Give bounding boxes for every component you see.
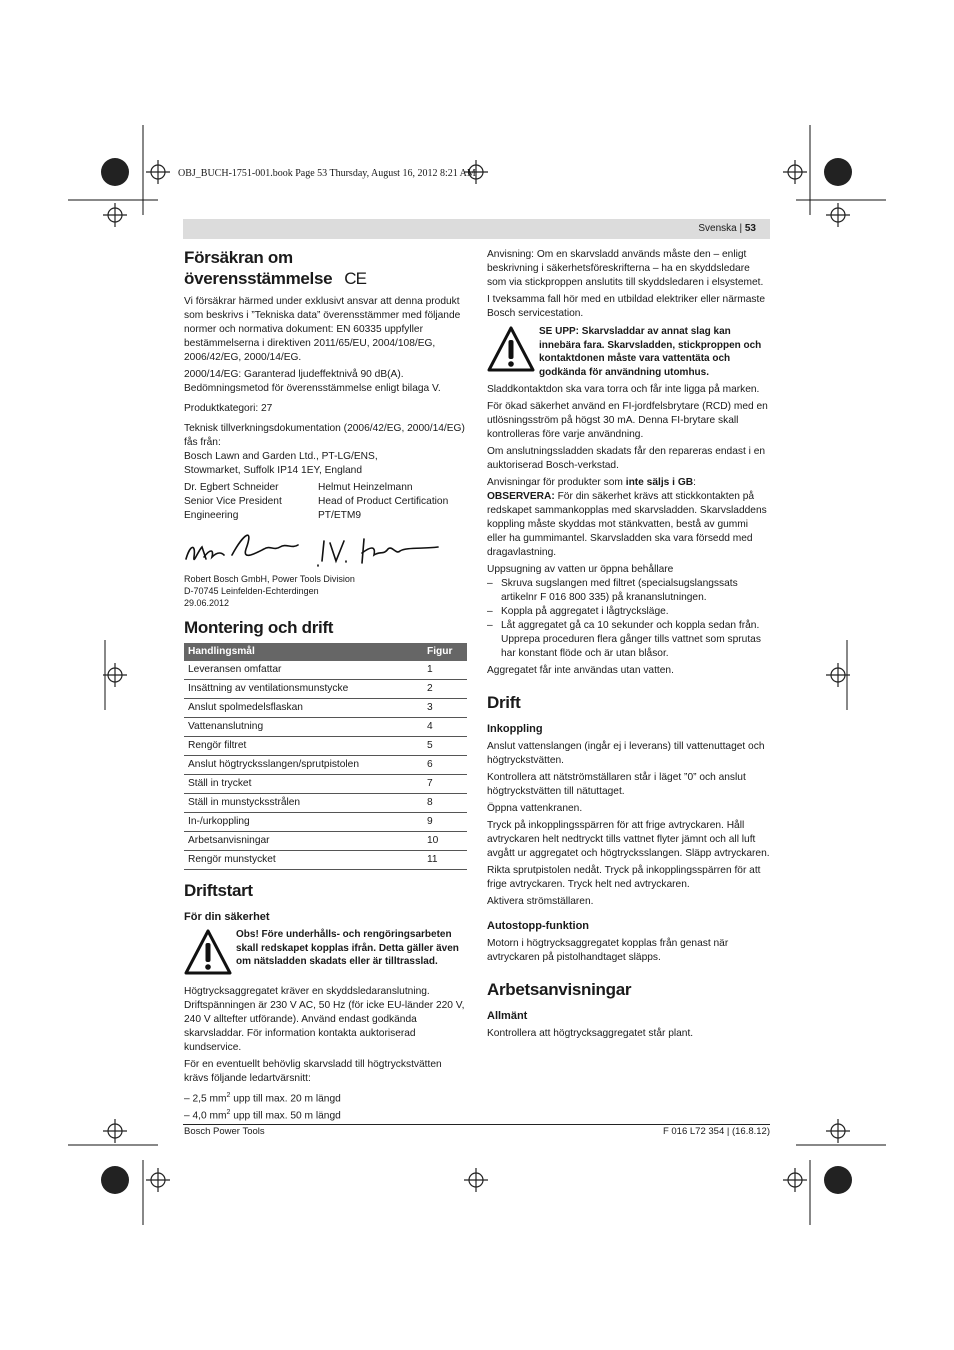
right-column [487,248,770,1044]
extension-text: För en eventuellt behövlig skarvsladd till högtryckstvätten krävs följande ledartvärsnitt: [184,1059,442,1084]
warning-text-2: SE UPP: Skarvsladdar av annat slag kan innebära fara. Skarvsladden, stickproppen och kontaktdonen måste vara vattentäta och godkända för användning utomhus. [539,326,762,378]
inkoppling-step-2: Kontrollera att nätströmställaren står i läget ”0” och anslut högtryckstvätten till nätuttaget. [487,772,746,798]
left-column [184,247,467,1124]
declaration-title: Försäkran om överensstämmelse CE [184,248,366,288]
warning-triangle-icon [487,325,535,373]
signer-1: Dr. Egbert Schneider Senior Vice President Engineering [184,482,282,521]
extension-spec-2: – 4,0 $mm^2$ upp till max. 50 m längd [184,1109,341,1122]
table-row: Insättning av ventilationsmunstycke 2 [184,680,467,699]
table-row: In-/urkoppling 9 [184,813,467,832]
footer-left: Bosch Power Tools [184,1126,265,1137]
safety-subtitle: För din säkerhet [184,911,270,923]
driftstart-title: Driftstart [184,881,253,900]
ground-text: Högtrycksaggregatet kräver en skyddsledaranslutning. Driftspänningen är 230 V AC, 50 Hz (för icke EU-länder 220 V, 240 V alltefter utförande). Använd endast godkända skarvsladdar. För information kontakta auktoriserad kundservice. [184,986,465,1053]
warning-block-1 [184,928,467,981]
table-header: Handlingsmål Figur [184,643,467,661]
tech-doc-text: Teknisk tillverkningsdokumentation (2006/42/EG, 2000/14/EG) fås från: [184,423,465,448]
file-meta: OBJ_BUCH-1751-001.book Page 53 Thursday, August 16, 2012 8:21 AM [178,168,476,179]
inkoppling-step-3: Öppna vattenkranen. [487,803,583,815]
montering-title: Montering och drift [184,618,334,637]
table-row: Anslut spolmedelsflaskan 3 [184,699,467,718]
signatures-image [184,525,467,573]
inkoppling-step-1: Anslut vattenslangen (ingår ej i leverans) till vattenuttaget och högtryckstvätten. [487,741,765,767]
table-row: Leveransen omfattar 1 [184,661,467,680]
footer-right: F 016 L72 354 | (16.8.12) [662,1126,770,1137]
observera-note: OBSERVERA: För din säkerhet krävs att stickkontakten på redskapet sammankopplas med skarvsladden. Skarvsladdens koppling måste skyddas mot stänkvatten, bestå av gummi eller ha gummimantel. Skarvsladden ska vara försedd med dragavlastning. [487,491,767,559]
water-note: Aggregatet får inte användas utan vatten. [487,665,674,677]
drift-title: Drift [487,693,521,713]
warning-block-2 [487,325,770,379]
allmant-text: Kontrollera att högtrycksaggregatet står plant. [487,1028,694,1040]
table-row: Ställ in munstycksstrålen 8 [184,794,467,813]
cable-repair-note: Om anslutningssladden skadats får den repareras endast i en auktoriserad Bosch-verkstad. [487,446,766,472]
suction-steps [487,577,770,661]
table-row: Rengör filtret 5 [184,737,467,756]
inkoppling-step-4: Tryck på inkopplingsspärren för att frige avtryckaren. Håll avtryckaren helt nedtryckt tills vattnet flyter jämnt och all luft avgått ur aggregatet och högtrycksslangen. Släpp avtryckaren. [487,820,770,860]
connector-note: Sladdkontaktdon ska vara torra och får inte ligga på marken. [487,384,760,396]
signer-2: Helmut Heinzelmann Head of Product Certification PT/ETM9 [318,482,449,521]
allmant-subtitle: Allmänt [487,1010,528,1023]
inkoppling-subtitle: Inkoppling [487,723,543,736]
list-item: – Låt aggregatet gå ca 10 sekunder och koppla sedan från. Upprepa proceduren flera gånger tills vattnet som sprutas har konstant flöde och är utan blåsor. [487,620,761,660]
header-separator: | [739,223,743,234]
table-row: Ställ in trycket 7 [184,775,467,794]
company-name: Robert Bosch GmbH, Power Tools Division [184,574,355,584]
table-row: Rengör munstycket 11 [184,851,467,870]
doubt-note: I tveksamma fall hör med en utbildad elektriker eller närmaste Bosch servicestation. [487,294,766,319]
declaration-date: 29.06.2012 [184,598,230,608]
table-row: Vattenanslutning 4 [184,718,467,737]
list-item: – Koppla på aggregatet i lågtrycksläge. [487,606,669,618]
suction-title: Uppsugning av vatten ur öppna behållare [487,564,674,576]
page-number: 53 [744,223,756,234]
warning-triangle-icon [184,928,232,976]
tech-doc-address1: Bosch Lawn and Garden Ltd., PT-LG/ENS, [184,451,378,462]
company-address: D-70745 Leinfelden-Echterdingen [184,586,319,596]
table-row: Anslut högtrycksslangen/sprutpistolen 6 [184,756,467,775]
ce-mark-icon: CE [344,269,366,288]
arbets-title: Arbetsanvisningar [487,980,632,1000]
page-header [183,219,770,239]
inkoppling-step-6: Aktivera strömställaren. [487,896,594,908]
extension-spec-1: – 2,5 $mm^2$ upp till max. 20 m längd [184,1092,341,1105]
rcd-note: För ökad säkerhet använd en FI-jordfelsbrytare (RCD) med en utlösningsström på högst 30 mA. Denna FI-brytare skall kontrolleras före varje användning. [487,401,768,441]
warning-text-1: Obs! Före underhålls- och rengöringsarbeten skall redskapet kopplas ifrån. Detta gäller även om nätsladden skadats eller är tilltrasslad. [236,929,459,968]
table-row: Arbetsanvisningar 10 [184,832,467,851]
noise-level-text: 2000/14/EG: Garanterad ljudeffektnivå 90 dB(A). Bedömningsmetod för överensstämmelse enligt bilaga V. [184,369,441,394]
autostopp-text: Motorn i högtrycksaggregatet kopplas från genast när avtryckaren på pistolhandtaget släpps. [487,938,729,964]
product-category: Produktkategori: 27 [184,403,273,414]
autostopp-subtitle: Autostopp-funktion [487,920,590,933]
extension-note: Anvisning: Om en skarvsladd används måste den – enligt beskrivning i säkerhetsföreskrifterna – ha en skyddsledare som via stickproppen anslutits till skyddsledaren i elsystemet. [487,249,764,288]
non-gb-note: Anvisningar för produkter som inte säljs i GB: [487,477,696,489]
procedure-table [184,643,467,870]
declaration-text: Vi försäkrar härmed under exklusivt ansvar att denna produkt som beskrivs i ”Tekniska data” överensstämmer med följande normer och normativa dokument: EN 60335 uppfyller bestämmelserna i direktiven 2011/65/EU, 2004/108/EG, 2006/42/EG, 2000/14/EG. [184,296,461,363]
tech-doc-address2: Stowmarket, Suffolk IP14 1EY, England [184,465,363,476]
header-language: Svenska [698,223,737,234]
inkoppling-step-5: Rikta sprutpistolen nedåt. Tryck på inkopplingsspärren för att frige avtryckaren. Tryck helt ned avtryckaren. [487,865,761,891]
signers [184,481,467,523]
list-item: – Skruva sugslangen med filtret (specialsugslangssats artikelnr F 016 800 335) på krananslutningen. [487,578,738,604]
footer-rule [183,1124,770,1125]
